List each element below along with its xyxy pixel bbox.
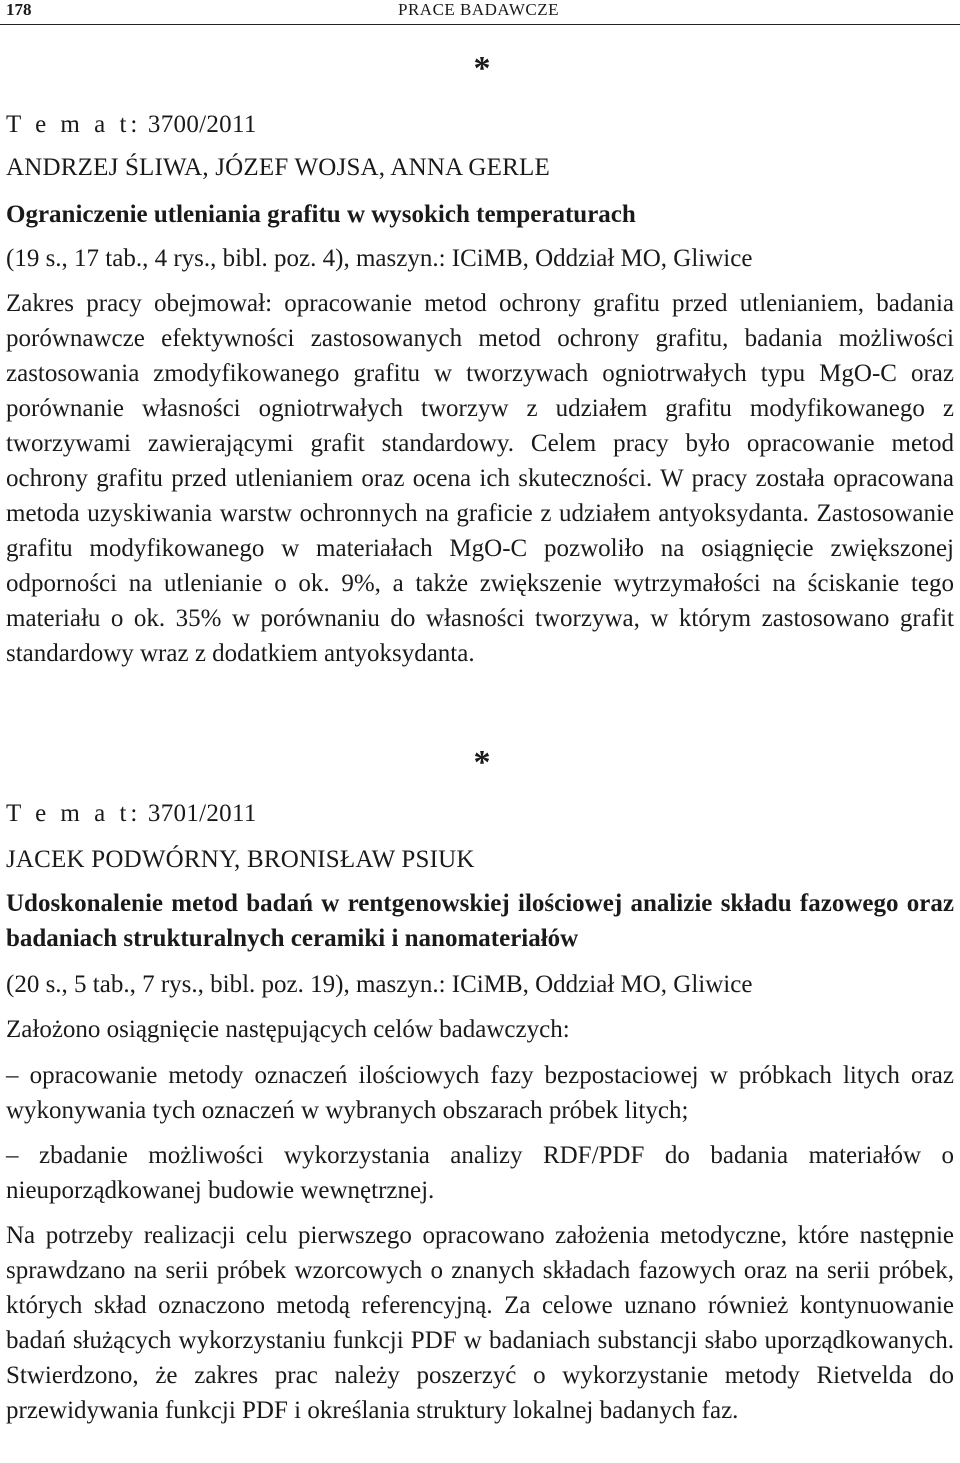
temat-number: 3701/2011: [147, 800, 257, 827]
entry-1-temat: [6, 107, 954, 142]
temat-label: T e m a t:: [6, 800, 142, 827]
entry-2-bullet-1: – opracowanie metody oznaczeń ilościowych fazy bezpostaciowej w próbkach litych oraz wykonywania tych oznaczeń w wybranych obszarach próbek litych;: [6, 1062, 954, 1124]
section-separator: *: [473, 744, 491, 781]
entry-2-meta: (20 s., 5 tab., 7 rys., bibl. poz. 19), maszyn.: ICiMB, Oddział MO, Gliwice: [6, 971, 753, 998]
entry-2-temat: [6, 796, 954, 831]
entry-2-title: Udoskonalenie metod badań w rentgenowskiej ilościowej analizie składu fazowego oraz badaniach strukturalnych ceramiki i nanomateriałów: [6, 890, 954, 952]
temat-number: 3700/2011: [147, 111, 257, 138]
entry-1-body: Zakres pracy obejmował: opracowanie metod ochrony grafitu przed utlenianiem, badania porównawcze efektywności zastosowanych metod ochrony grafitu, badania możliwości zastosowania zmodyfikowanego grafitu w tworzywach ogniotrwałych typu MgO-C oraz porównanie własności ogniotrwałych tworzyw z udziałem grafitu modyfikowanego z tworzywami zawierającymi grafit standardowy. Celem pracy było opracowanie metod ochrony grafitu przed utlenianiem oraz ocena ich skuteczności. W pracy została opracowana metoda uzyskiwania warstw ochronnych na graficie z udziałem antyoksydanta. Zastosowanie grafitu modyfikowanego w materiałach MgO-C pozwoliło na osiągnięcie zwiększonej odporności na utlenianie o ok. 9%, a także zwiększenie wytrzymałości na ściskanie tego materiału o ok. 35% w porównaniu do własności tworzywa, w którym zastosowano grafit standardowy wraz z dodatkiem antyoksydanta.: [6, 290, 954, 667]
entry-2-bullet-2: – zbadanie możliwości wykorzystania analizy RDF/PDF do badania materiałów o nieuporządkowanej budowie wewnętrznej.: [6, 1142, 954, 1204]
entry-2-authors: JACEK PODWÓRNY, BRONISŁAW PSIUK: [6, 846, 475, 873]
entry-1-meta: (19 s., 17 tab., 4 rys., bibl. poz. 4), maszyn.: ICiMB, Oddział MO, Gliwice: [6, 245, 753, 272]
running-title: PRACE BADAWCZE: [398, 0, 560, 19]
entry-2-body: Na potrzeby realizacji celu pierwszego opracowano założenia metodyczne, które następnie sprawdzano na serii próbek wzorcowych o znanych składach fazowych oraz na serii próbek, których skład oznaczono metodą referencyjną. Za celowe uznano również kontynuowanie badań służących wykorzystaniu funkcji PDF w badaniach substancji słabo uporządkowanych. Stwierdzono, że zakres prac należy poszerzyć o wykorzystanie metody Rietvelda do przewidywania funkcji PDF i określania struktury lokalnej badanych faz.: [6, 1222, 954, 1424]
section-separator: *: [473, 50, 491, 87]
page-number: 178: [6, 0, 32, 19]
entry-2-intro: Założono osiągnięcie następujących celów badawczych:: [6, 1016, 570, 1043]
entry-1-authors: ANDRZEJ ŚLIWA, JÓZEF WOJSA, ANNA GERLE: [6, 154, 550, 181]
entry-1-title: Ograniczenie utleniania grafitu w wysokich temperaturach: [6, 201, 636, 228]
page-header: [0, 0, 960, 25]
temat-label: T e m a t:: [6, 111, 142, 138]
